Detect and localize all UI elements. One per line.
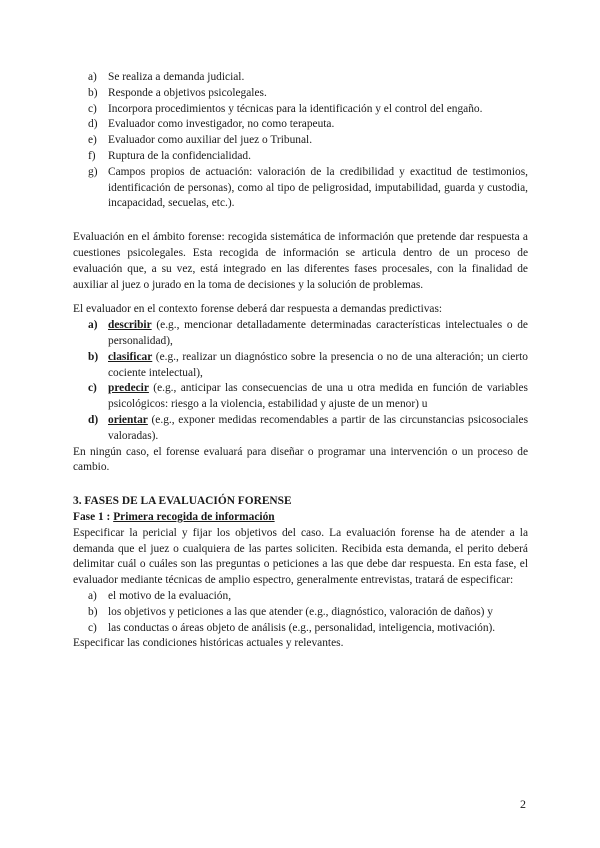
phase-heading xyxy=(73,510,528,526)
term-describir: describir xyxy=(108,319,152,332)
list-item-text: Incorpora procedimientos y técnicas para la identificación y el control del engaño. xyxy=(108,102,483,115)
list-item-description: (e.g., realizar un diagnóstico sobre la presencia o no de una alteración; un cierto cociente intelectual), xyxy=(108,350,528,379)
list-item-text: Se realiza a demanda judicial. xyxy=(108,71,245,83)
list-item xyxy=(73,133,528,149)
term-predecir: predecir xyxy=(108,382,149,395)
list-item-label: b) xyxy=(88,605,98,618)
list-item xyxy=(73,165,528,212)
list-item xyxy=(73,589,528,605)
list-item-text xyxy=(108,350,528,382)
list-item xyxy=(73,621,528,637)
list-item-label: d) xyxy=(88,413,99,426)
list-item xyxy=(73,149,528,165)
specify-list xyxy=(73,589,528,636)
predictive-demands-list xyxy=(73,318,528,444)
page-number: 2 xyxy=(520,797,526,811)
list-item-description: (e.g., exponer medidas recomendables a partir de las circunstancias psicosociales valoradas). xyxy=(108,413,528,442)
paragraph-phase1: Especificar la pericial y fijar los objetivos del caso. La evaluación forense ha de atender a la demanda que el juez o cualquiera de las partes soliciten. Recibida esta demanda, el perito deberá delimitar cuál o cuáles son las preguntas o peticiones a las que debe dar respuesta. En esta fase, el evaluador mediante técnicas de amplio espectro, generalmente entrevistas, tratará de especificar: xyxy=(73,526,528,587)
list-item-label: a) xyxy=(88,319,98,332)
list-item xyxy=(73,117,528,133)
characteristics-list xyxy=(73,70,528,212)
list-item xyxy=(73,350,528,382)
list-item-text xyxy=(108,413,528,445)
term-orientar: orientar xyxy=(108,413,148,426)
paragraph-forensic-evaluation: Evaluación en el ámbito forense: recogida sistemática de información que pretende dar respuesta a cuestiones psicolegales. Esta recogida de información se articula dentro de un proceso de evaluación que, a su vez, está integrado en las diferentes fases procesales, con la finalidad de auxiliar al juez o jurado en la toma de decisiones y la solución de problemas. xyxy=(73,231,528,291)
list-item-label: f) xyxy=(88,149,96,162)
page-content xyxy=(73,70,528,652)
section-title: 3. FASES DE LA EVALUACIÓN FORENSE xyxy=(73,495,292,508)
list-item xyxy=(73,413,528,445)
list-item-label: a) xyxy=(88,71,97,83)
list-item-description: (e.g., mencionar detalladamente determinadas características intelectuales o de personalidad), xyxy=(108,319,528,347)
list-item-text: Evaluador como investigador, no como terapeuta. xyxy=(108,118,335,131)
list-item-label: g) xyxy=(88,165,98,178)
list-item-text: Responde a objetivos psicolegales. xyxy=(108,86,267,99)
list-item-text xyxy=(108,381,528,413)
list-item-label: d) xyxy=(88,118,98,131)
paragraph-evaluator: El evaluador en el contexto forense deberá dar respuesta a demandas predictivas: xyxy=(73,303,443,316)
list-item-text: las conductas o áreas objeto de análisis (e.g., personalidad, inteligencia, motivación). xyxy=(108,621,496,634)
list-item-text: el motivo de la evaluación, xyxy=(108,589,232,602)
paragraph-no-intervention: En ningún caso, el forense evaluará para diseñar o programar una intervención o un proceso de cambio. xyxy=(73,445,528,474)
list-item-text: los objetivos y peticiones a las que atender (e.g., diagnóstico, valoración de daños) y xyxy=(108,605,493,618)
phase-title: Primera recogida de información xyxy=(113,510,275,523)
list-item xyxy=(73,318,528,350)
list-item xyxy=(73,86,528,102)
term-clasificar: clasificar xyxy=(108,350,153,363)
list-item xyxy=(73,605,528,621)
list-item-text: Ruptura de la confidencialidad. xyxy=(108,149,251,162)
list-item-label: a) xyxy=(88,589,97,602)
phase-prefix: Fase 1 : xyxy=(73,510,114,523)
list-item-label: b) xyxy=(88,86,98,99)
list-item xyxy=(73,102,528,118)
list-item-label: c) xyxy=(88,102,97,115)
list-item-text xyxy=(108,318,528,350)
list-item-text: Campos propios de actuación: valoración de la credibilidad y exactitud de testimonios, identificación de personas), como al tipo de peligrosidad, imputabilidad, guarda y custodia, incapacidad, secuelas, etc.). xyxy=(108,165,528,210)
list-item-label: e) xyxy=(88,134,97,147)
list-item-label: c) xyxy=(88,382,97,395)
list-item-label: b) xyxy=(88,350,99,363)
list-item-text: Evaluador como auxiliar del juez o Tribunal. xyxy=(108,134,313,147)
list-item xyxy=(73,70,528,86)
list-item-label: c) xyxy=(88,621,97,634)
paragraph-final: Especificar las condiciones históricas actuales y relevantes. xyxy=(73,637,344,650)
list-item-description: (e.g., anticipar las consecuencias de una u otra medida en función de variables psicológicos: riesgo a la violencia, estabilidad y ajuste de un menor) u xyxy=(108,382,528,411)
list-item xyxy=(73,381,528,413)
